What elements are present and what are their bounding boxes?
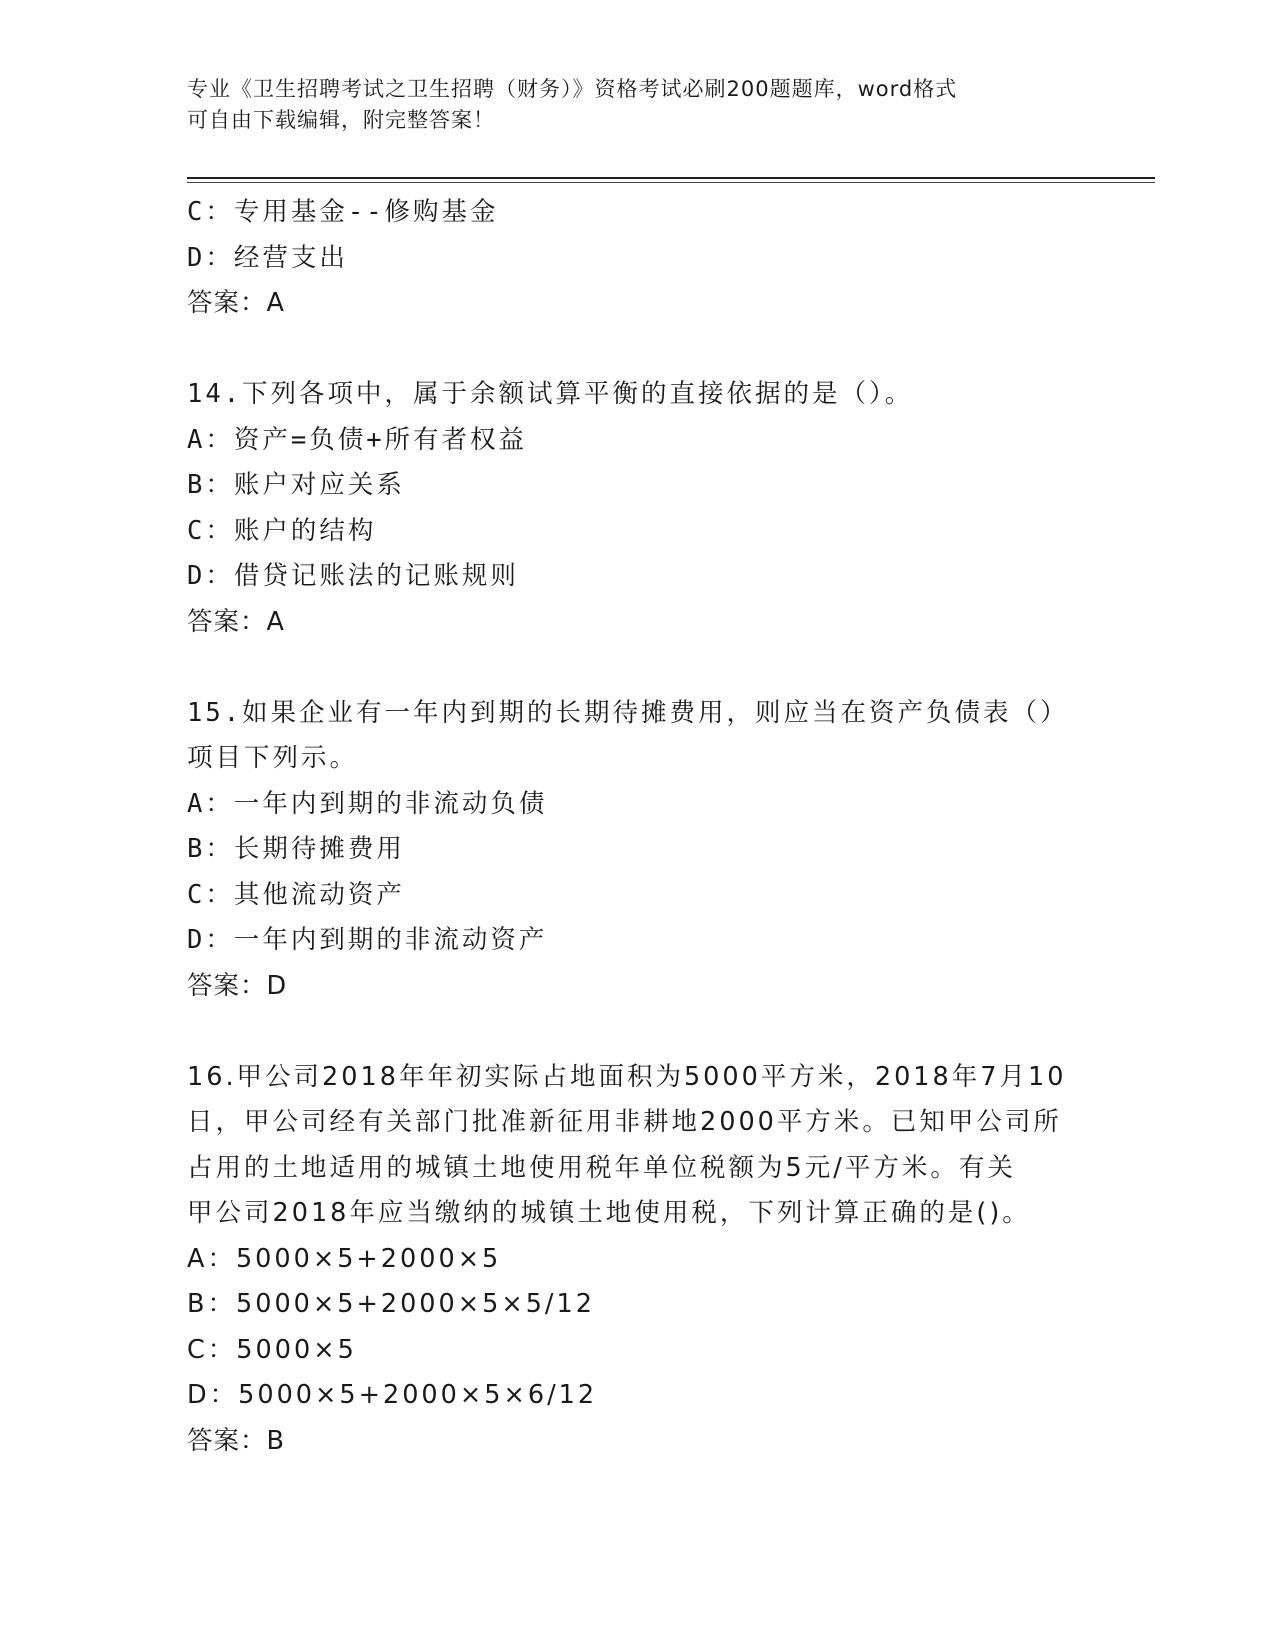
q14-option-a: A：资产=负债+所有者权益 [187,424,528,455]
q16-option-b: B：5000×5+2000×5×5/12 [187,1289,595,1319]
header-divider-thin [187,182,1155,183]
q14-option-c: C：账户的结构 [187,515,377,546]
spacer [187,645,1087,691]
header-line-2: 可自由下载编辑，附完整答案！ [187,108,495,132]
q15-option-d: D：一年内到期的非流动资产 [187,925,548,955]
q16-question-line-3: 占用的土地适用的城镇土地使用税年单位税额为5元/平方米。有关 [187,1152,1016,1183]
q16-option-d: D：5000×5+2000×5×6/12 [187,1380,598,1410]
q14-option-b: B：账户对应关系 [187,470,405,500]
q16-question-line-1: 16.甲公司2018年年初实际占地面积为5000平方米，2018年7月10 [187,1061,1067,1092]
q16-question-line-2: 日，甲公司经有关部门批准新征用非耕地2000平方米。已知甲公司所 [187,1107,1062,1137]
q15-option-c: C：其他流动资产 [187,879,405,910]
q16-answer: 答案：B [187,1425,285,1456]
spacer [187,1009,1087,1055]
q13-option-c: C：专用基金--修购基金 [187,197,499,227]
q15-question-line-1: 15.如果企业有一年内到期的长期待摊费用，则应当在资产负债表（） [187,697,1069,728]
q16-option-c: C：5000×5 [187,1334,357,1365]
header-divider-thick [187,177,1155,179]
q13-answer: 答案：A [187,288,285,318]
q15-answer: 答案：D [187,970,288,1001]
q16-question-line-4: 甲公司2018年应当缴纳的城镇土地使用税，下列计算正确的是()。 [187,1198,1031,1228]
q15-option-a: A：一年内到期的非流动负债 [187,788,548,819]
document-header [187,74,1067,136]
q14-question: 14.下列各项中，属于余额试算平衡的直接依据的是（）。 [187,379,914,409]
q13-option-d: D：经营支出 [187,242,348,273]
q15-option-b: B：长期待摊费用 [187,834,405,864]
q16-option-a: A：5000×5+2000×5 [187,1243,502,1274]
question-list [187,190,1087,1464]
spacer [187,327,1087,373]
q14-option-d: D：借贷记账法的记账规则 [187,561,519,591]
q14-answer: 答案：A [187,606,285,637]
q15-question-line-2: 项目下列示。 [187,743,359,773]
header-line-1: 专业《卫生招聘考试之卫生招聘（财务）》资格考试必刷200题题库，word格式 [187,77,958,101]
